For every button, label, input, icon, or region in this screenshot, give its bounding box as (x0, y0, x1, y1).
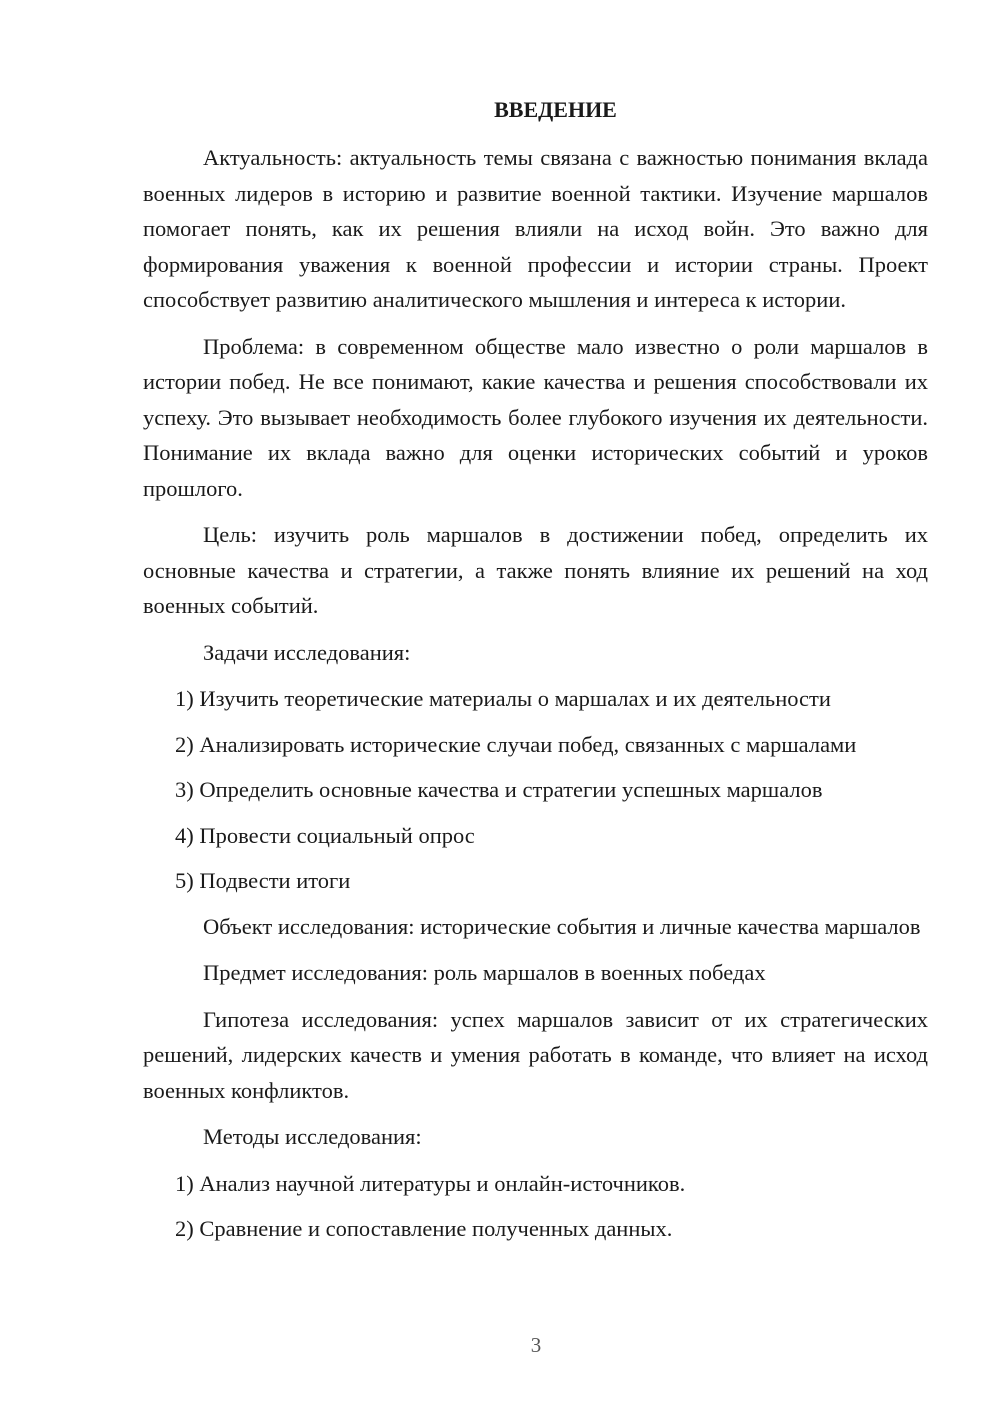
task-item-3: 3) Определить основные качества и стратегии успешных маршалов (175, 777, 823, 802)
page-title: ВВЕДЕНИЕ (494, 97, 617, 122)
problem-paragraph: Проблема: в современном обществе мало известно о роли маршалов в истории побед. Не все понимают, какие качества и решения способствовали их успеху. Это вызывает необходимость более глубокого изучения их деятельности. Понимание их вклада важно для оценки исторических событий и уроков прошлого. (143, 333, 928, 501)
relevance-paragraph: Актуальность: актуальность темы связана с важностью понимания вклада военных лидеров в историю и развитие военной тактики. Изучение маршалов помогает понять, как их решения влияли на исход войн. Это важно для формирования уважения к военной профессии и истории страны. Проект способствует развитию аналитического мышления и интереса к истории. (143, 145, 928, 312)
task-item-1: 1) Изучить теоретические материалы о маршалах и их деятельности (175, 686, 831, 711)
goal-paragraph: Цель: изучить роль маршалов в достижении побед, определить их основные качества и стратегии, а также понять влияние их решений на ход военных событий. (143, 522, 928, 618)
methods-heading: Методы исследования: (203, 1124, 422, 1149)
page-number: 3 (530, 1333, 542, 1357)
method-item-1: 1) Анализ научной литературы и онлайн-источников. (175, 1170, 686, 1196)
object-paragraph: Объект исследования: исторические события и личные качества маршалов (203, 913, 921, 939)
tasks-heading: Задачи исследования: (203, 639, 411, 665)
subject-paragraph: Предмет исследования: роль маршалов в военных победах (203, 960, 766, 985)
page-content (143, 94, 928, 1257)
task-item-4: 4) Провести социальный опрос (175, 822, 475, 848)
task-item-5: 5) Подвести итоги (175, 868, 351, 893)
method-item-2: 2) Сравнение и сопоставление полученных данных. (175, 1216, 673, 1241)
hypothesis-paragraph: Гипотеза исследования: успех маршалов зависит от их стратегических решений, лидерских качеств и умения работать в команде, что влияет на исход военных конфликтов. (143, 1006, 928, 1103)
task-item-2: 2) Анализировать исторические случаи побед, связанных с маршалами (175, 731, 857, 757)
